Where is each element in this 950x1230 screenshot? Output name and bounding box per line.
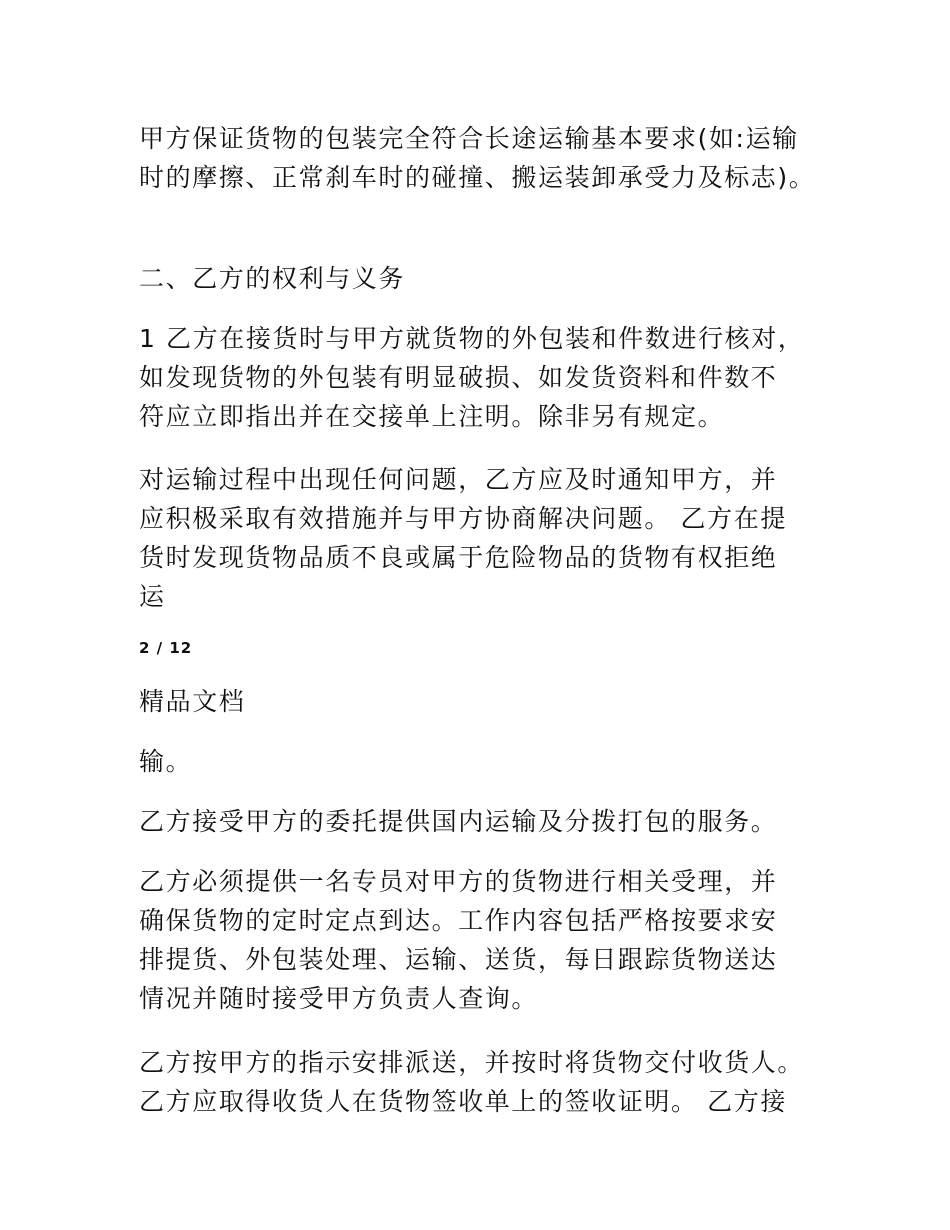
paragraph-specialist xyxy=(139,862,777,1018)
text-line: 如发现货物的外包装有明显破损、如发货资料和件数不 xyxy=(139,363,778,392)
page-header-label xyxy=(139,682,245,721)
paragraph-continuation xyxy=(139,742,192,781)
text-line: 乙方应取得收货人在货物签收单上的签收证明。 乙方接 xyxy=(139,1087,787,1116)
text-line: 乙方接受甲方的委托提供国内运输及分拨打包的服务。 xyxy=(139,807,778,836)
text-line: 情况并随时接受甲方负责人查询。 xyxy=(139,984,539,1013)
text-line: 输。 xyxy=(139,747,193,776)
text-line: 对运输过程中出现任何问题，乙方应及时通知甲方，并 xyxy=(139,465,778,494)
header-text: 精品文档 xyxy=(139,687,246,716)
paragraph-service-scope xyxy=(139,802,777,841)
text-line: 运 xyxy=(139,582,166,611)
heading-text: 二、乙方的权利与义务 xyxy=(139,264,406,293)
text-line: 甲方保证货物的包装完全符合长途运输基本要求(如:运输 xyxy=(139,124,799,153)
paragraph-transport-issues xyxy=(139,460,787,616)
text-line: 时的摩擦、正常刹车时的碰撞、搬运装卸承受力及标志)。 xyxy=(139,163,816,192)
text-line: 应积极采取有效措施并与甲方协商解决问题。 乙方在提 xyxy=(139,504,787,533)
paragraph-delivery xyxy=(139,1043,804,1121)
text-line: 货时发现货物品质不良或属于危险物品的货物有权拒绝 xyxy=(139,543,778,572)
text-line: 排提货、外包装处理、运输、送货，每日跟踪货物送达 xyxy=(139,945,778,974)
text-line: 乙方必须提供一名专员对甲方的货物进行相关受理，并 xyxy=(139,867,778,896)
text-line: 乙方按甲方的指示安排派送，并按时将货物交付收货人。 xyxy=(139,1048,805,1077)
paragraph-packaging xyxy=(139,119,815,197)
page-number: 2 / 12 xyxy=(139,639,193,657)
section-heading xyxy=(139,259,405,298)
text-line: 确保货物的定时定点到达。工作内容包括严格按要求安 xyxy=(139,906,778,935)
text-line: 1 乙方在接货时与甲方就货物的外包装和件数进行核对， xyxy=(139,324,805,353)
text-line: 符应立即指出并在交接单上注明。除非另有规定。 xyxy=(139,402,725,431)
paragraph-receiving-check xyxy=(139,319,804,436)
